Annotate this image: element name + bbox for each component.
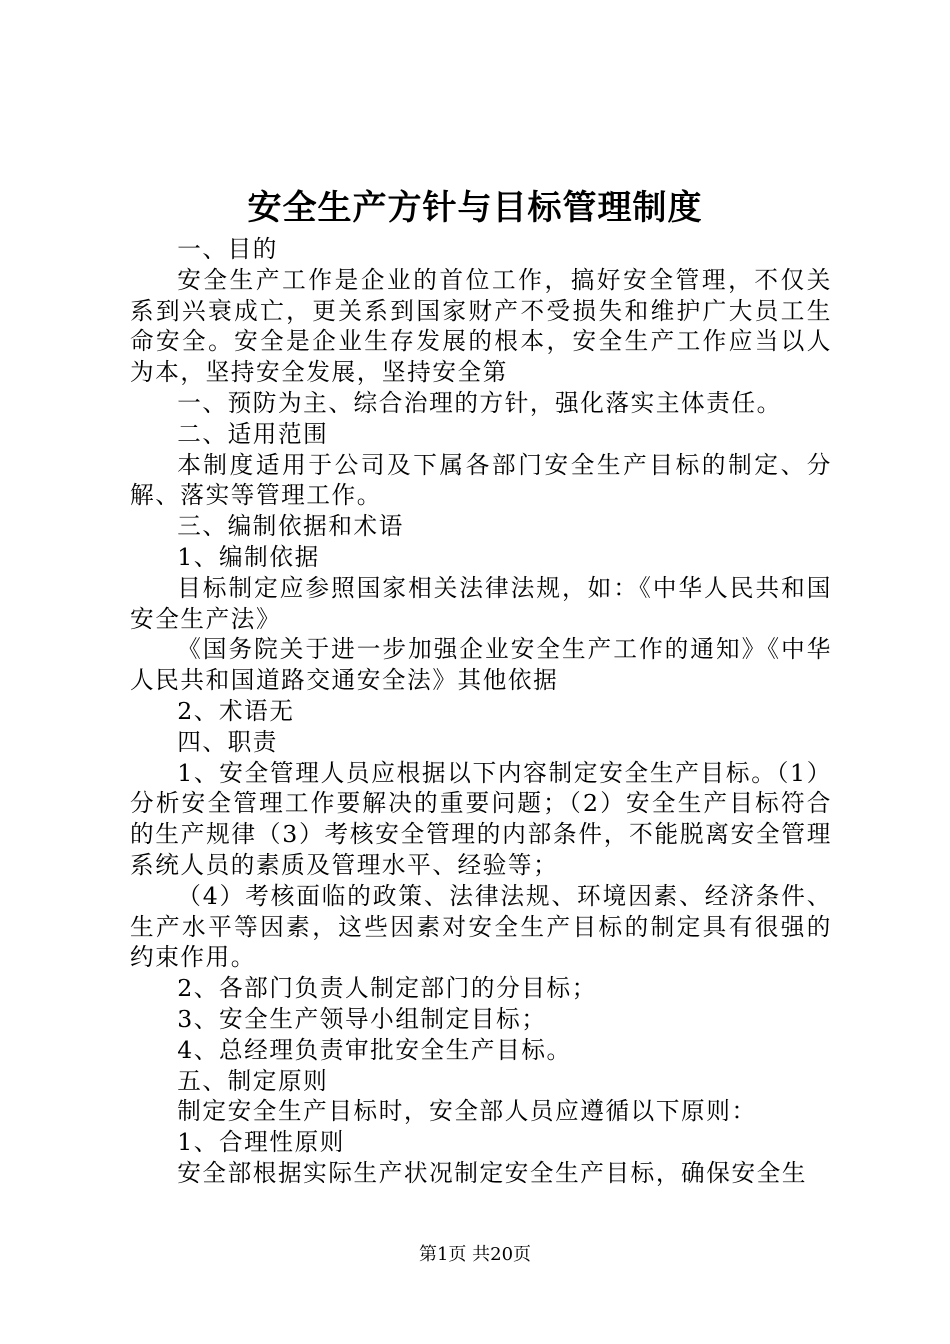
subsection-heading: 2、术语无 — [177, 696, 295, 725]
section-heading-basis: 三、编制依据和术语 — [177, 512, 404, 541]
paragraph: 3、安全生产领导小组制定目标； — [177, 1004, 547, 1033]
section-heading-duties: 四、职责 — [177, 727, 278, 756]
page-footer: 第1页 共20页 — [418, 1244, 532, 1265]
section-heading-scope: 二、适用范围 — [177, 419, 329, 448]
document-body — [130, 234, 832, 1189]
paragraph: 本制度适用于公司及下属各部门安全生产目标的制定、分解、落实等管理工作。 — [130, 450, 832, 510]
paragraph: 1、安全管理人员应根据以下内容制定安全生产目标。（1）分析安全管理工作要解决的重要问题；（2）安全生产目标符合的生产规律（3）考核安全管理的内部条件，不能脱离安全管理系统人员的素质及管理水平、经验等； — [130, 758, 832, 879]
paragraph: 4、总经理负责审批安全生产目标。 — [177, 1035, 572, 1064]
section-heading-principles: 五、制定原则 — [177, 1066, 329, 1095]
paragraph: 一、预防为主、综合治理的方针，强化落实主体责任。 — [177, 388, 782, 417]
paragraph: 制定安全生产目标时，安全部人员应遵循以下原则： — [177, 1097, 757, 1126]
document-title: 安全生产方针与目标管理制度 — [247, 188, 703, 228]
paragraph: 目标制定应参照国家相关法律法规，如：《中华人民共和国安全生产法》 — [130, 573, 832, 633]
paragraph: 2、各部门负责人制定部门的分目标； — [177, 974, 597, 1003]
paragraph: 安全生产工作是企业的首位工作，搞好安全管理，不仅关系到兴衰成亡，更关系到国家财产不受损失和维护广大员工生命安全。安全是企业生存发展的根本，安全生产工作应当以人为本，坚持安全发展，坚持安全第 — [130, 265, 832, 387]
section-heading-purpose: 一、目的 — [177, 235, 278, 263]
subsection-heading: 1、合理性原则 — [177, 1128, 345, 1157]
paragraph: 安全部根据实际生产状况制定安全生产目标，确保安全生 — [177, 1158, 808, 1187]
paragraph: （4）考核面临的政策、法律法规、环境因素、经济条件、生产水平等因素，这些因素对安全生产目标的制定具有很强的约束作用。 — [130, 881, 832, 972]
paragraph: 《国务院关于进一步加强企业安全生产工作的通知》《中华人民共和国道路交通安全法》其他依据 — [130, 635, 832, 695]
subsection-heading: 1、编制依据 — [177, 542, 320, 571]
